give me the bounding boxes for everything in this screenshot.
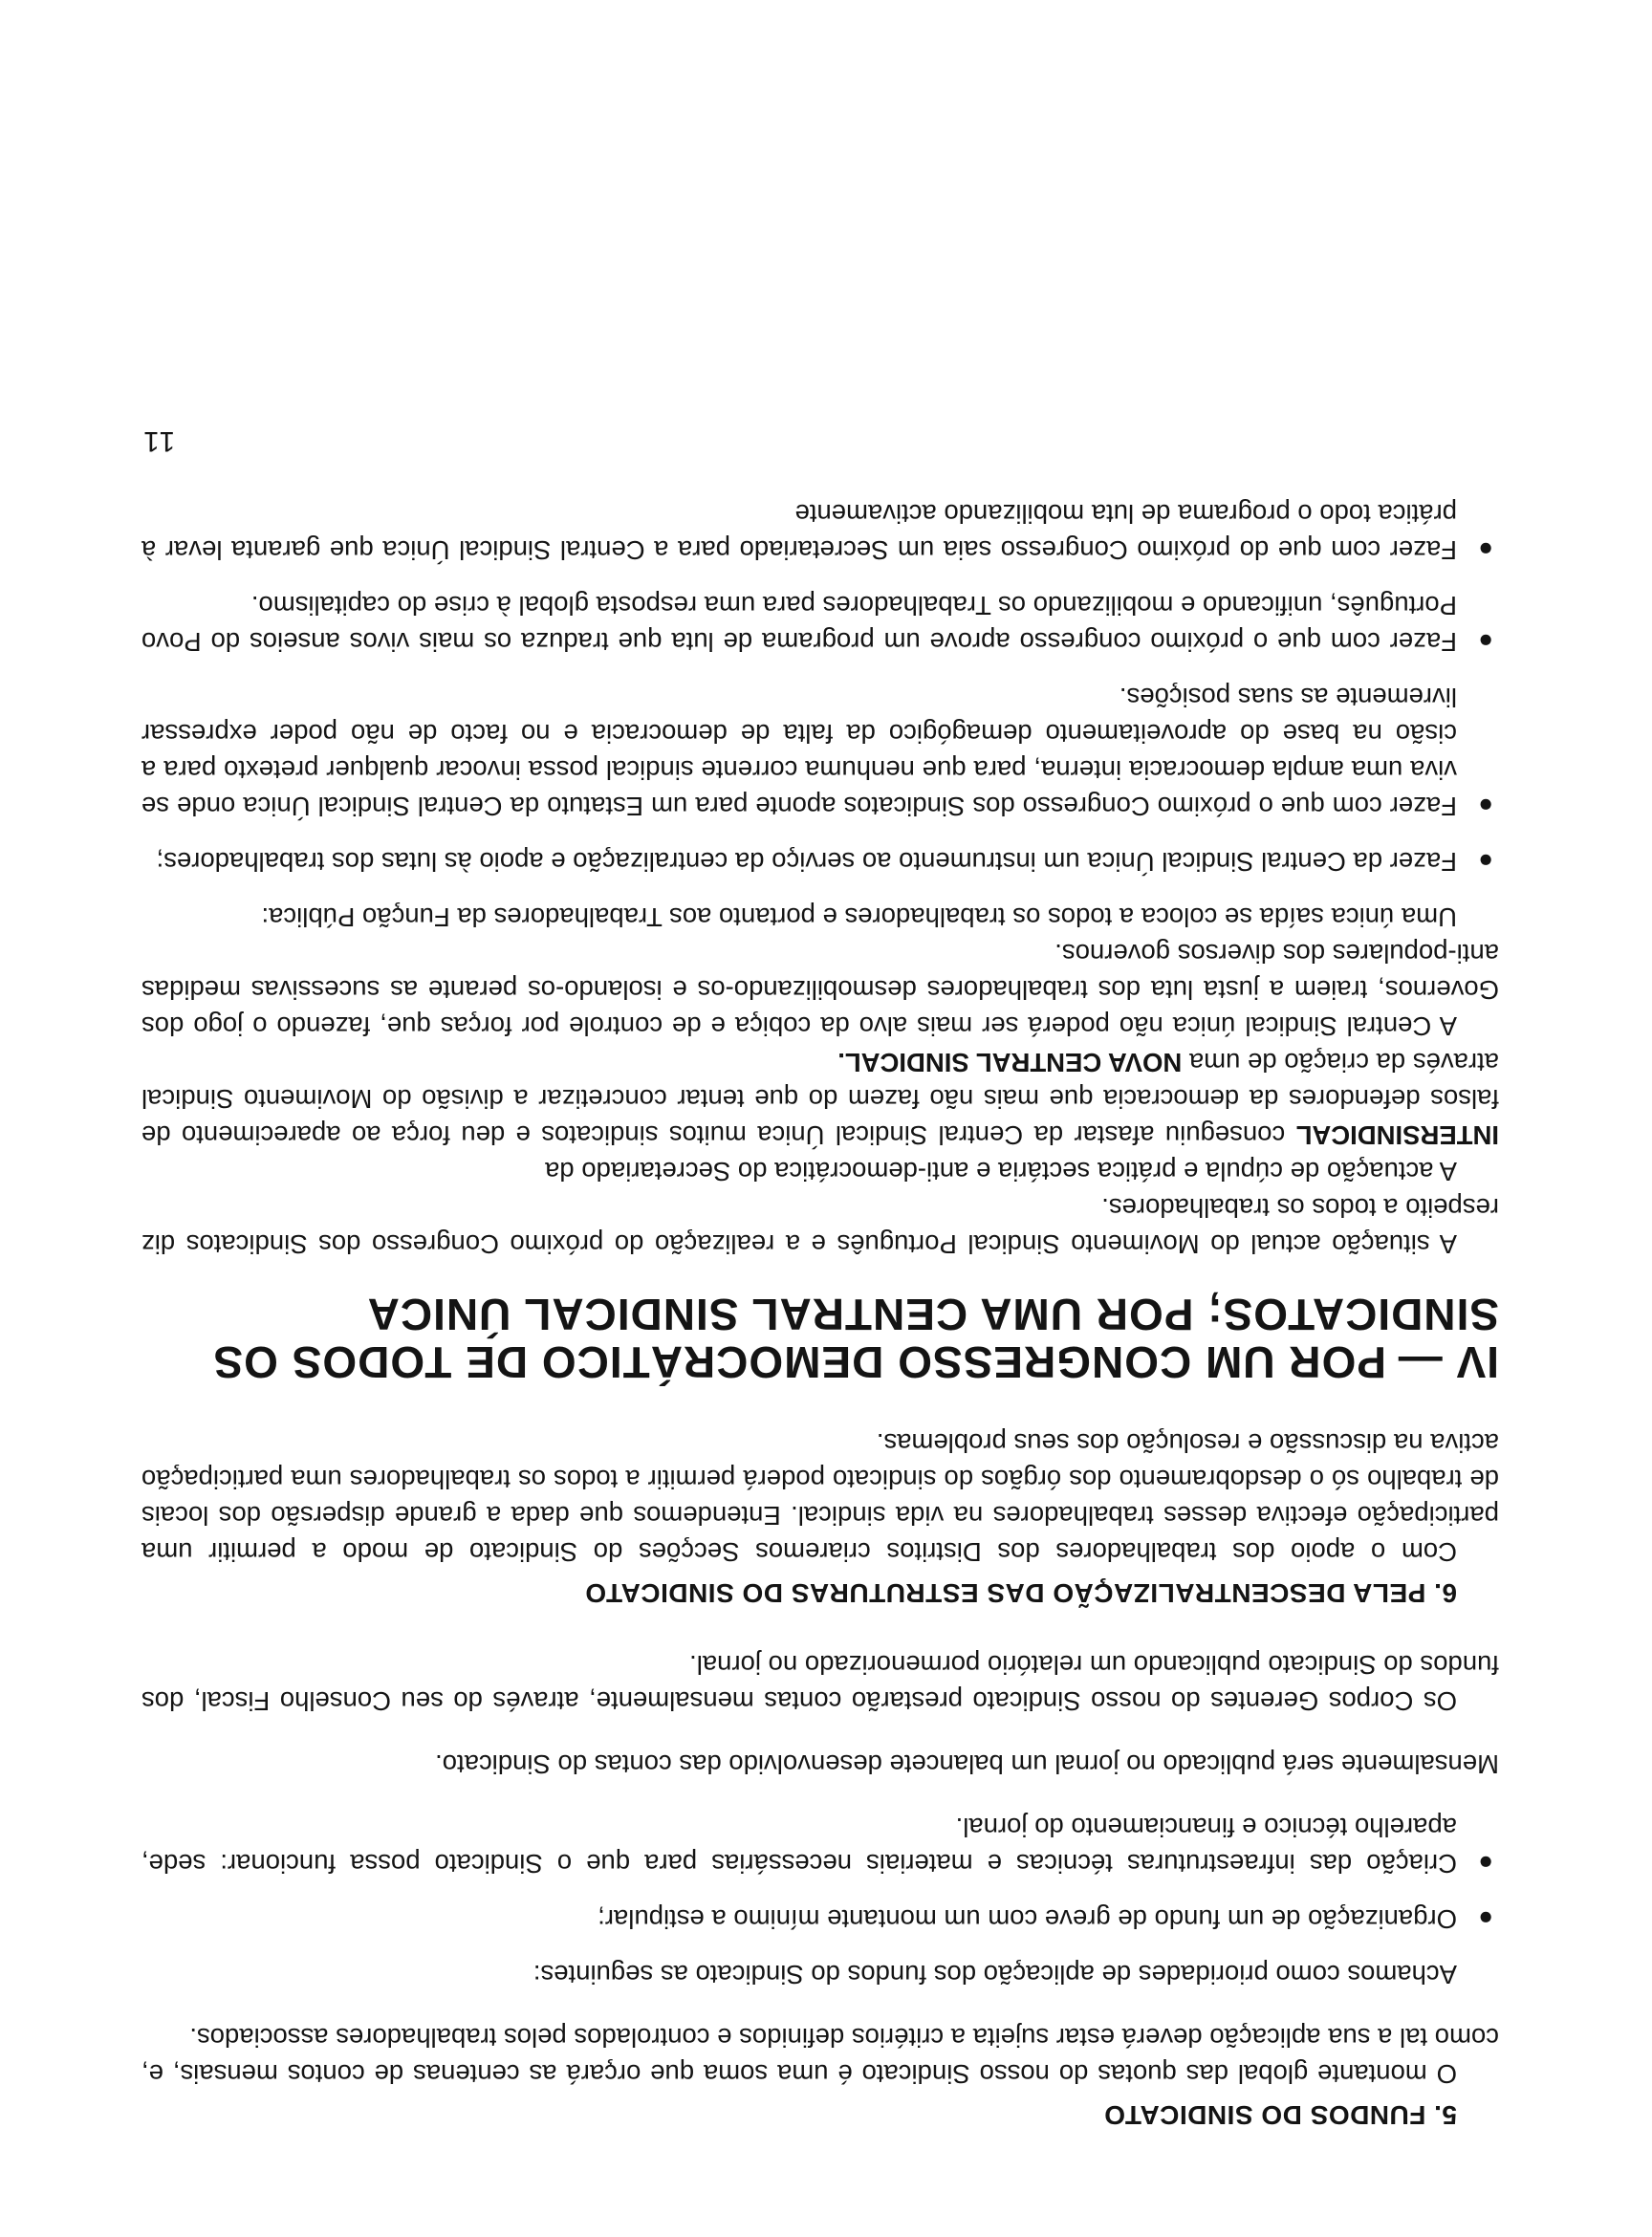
text-run: A actuação de cúpula e prática sectária e anti-democrática do Secretariado da <box>545 1157 1457 1186</box>
list-item-text: Organização de um fundo de greve com um montante mínimo a estipular; <box>598 1904 1457 1934</box>
bullet-icon: ● <box>1478 627 1493 656</box>
bullet-icon: ● <box>1478 535 1493 564</box>
list-item <box>141 1900 1499 1937</box>
list-item-text: Fazer da Central Sindical Única um instrumento ao serviço da centralização e apoio às lutas dos trabalhadores; <box>156 847 1457 877</box>
list-item-text: Criação das infraestruturas técnicas e materiais necessárias para que o Sindicato possa funcionar: sede, aparelho técnico e financiamento do jornal. <box>141 1813 1457 1879</box>
bullet-icon: ● <box>1478 792 1493 820</box>
bullet-icon: ● <box>1478 1904 1493 1933</box>
intersindical-bold: INTERSINDICAL <box>1295 1120 1499 1150</box>
list-item <box>141 587 1499 660</box>
list-item-text: Fazer com que o próximo congresso aprove um programa de luta que traduza os mais vivos anseios do Povo Português, unificando e mobilizando os Trabalhadores para uma resposta global à crise do capitalismo. <box>141 591 1457 657</box>
section-5-bullet-list <box>141 1809 1499 1937</box>
section-5-paragraph-1: O montante global das quotas do nosso Sindicato é uma soma que orçará as centenas de contos mensais, e, como tal a sua aplicação deverá estar sujeita a critérios definidos e controlados pelos trabalhadores associados. <box>141 2023 1499 2089</box>
nova-central-bold: NOVA CENTRAL SINDICAL. <box>837 1048 1183 1077</box>
section-4-paragraph-1: A situação actual do Movimento Sindical Português e a realização do próximo Congresso dos Sindicatos diz respeito a todos os trabalhadores. <box>141 1193 1499 1259</box>
section-6-paragraph-1: Com o apoio dos trabalhadores dos Distritos criaremos Secções do Sindicato de modo a permitir uma participação efectiva desses trabalhadores na vida sindical. Entendemos que dada a grande dispersão dos locais de trabalho só o desdobramento dos órgãos do sindicato poderá permitir a todos os trabalhadores uma participação activa na discussão e resolução dos seus problemas. <box>141 1428 1499 1567</box>
section-4-paragraph-3: A Central Sindical única não poderá ser mais alvo da cobiça e de controle por forças que, fazendo o jogo dos Governos, traiem a justa luta dos trabalhadores desmobilizando-os e isolando-os perante as sucessivas medidas anti-populares dos diversos governos. <box>141 939 1499 1041</box>
bullet-icon: ● <box>1478 847 1493 876</box>
section-4-title-text: POR UM CONGRESSO DEMOCRÁTICO DE TODOS OS SINDICATOS; POR UMA CENTRAL SINDICAL ÚNICA <box>212 1290 1499 1387</box>
list-item <box>141 495 1499 568</box>
list-item-text: Fazer com que do próximo Congresso saia um Secretariado para a Central Sindical Única que garanta levar à prática todo o programa de luta mobilizando activamente <box>141 499 1457 565</box>
section-4-number: IV — <box>1397 1337 1499 1387</box>
section-5-paragraph-3: Mensalmente será publicado no jornal um balancete desenvolvido das contas do Sindicato. <box>435 1749 1499 1779</box>
list-item <box>141 843 1499 880</box>
section-4-paragraph-2 <box>141 1044 1499 1189</box>
text-run: conseguiu afastar da Central Sindical Única muitos sindicatos e deu força ao aparecimento de falsos defendores da democracia que mais não fazem do que tentar concretizar a divisão do Movimento Sindical através da criação de uma <box>141 1048 1499 1150</box>
section-4-bullet-list <box>141 495 1499 880</box>
section-6-title: 6. PELA DESCENTRALIZAÇÃO DAS ESTRUTURAS DO SINDICATO <box>584 1578 1457 1608</box>
section-5-paragraph-2: Achamos como prioridades de aplicação dos fundos do Sindicato as seguintes: <box>533 1960 1457 1989</box>
section-5-title: 5. FUNDOS DO SINDICATO <box>1103 2100 1457 2130</box>
document-content <box>141 425 1499 2130</box>
section-5-paragraph-4: Os Corpos Gerentes do nosso Sindicato prestarão contas mensalmente, através do seu Conselho Fiscal, dos fundos do Sindicato publicando um relatório pormenorizado no jornal. <box>141 1650 1499 1716</box>
list-item <box>141 679 1499 824</box>
bullet-icon: ● <box>1478 1849 1493 1878</box>
list-item <box>141 1809 1499 1881</box>
list-item-text: Fazer com que o próximo Congresso dos Sindicatos aponte para um Estatuto da Central Sindical Única onde se viva uma ampla democracia interna, para que nenhuma corrente sindical possa invocar qualquer pretexto para a cisão na base do aproveitamento demagógico da falta de democracia e no facto de não poder expressar livremente as suas posições. <box>141 683 1457 821</box>
section-4-title <box>141 1291 1499 1386</box>
page-number: 11 <box>141 425 176 457</box>
section-4-paragraph-4: Uma única saída se coloca a todos os trabalhadores e portanto aos Trabalhadores da Função Pública: <box>261 902 1457 932</box>
